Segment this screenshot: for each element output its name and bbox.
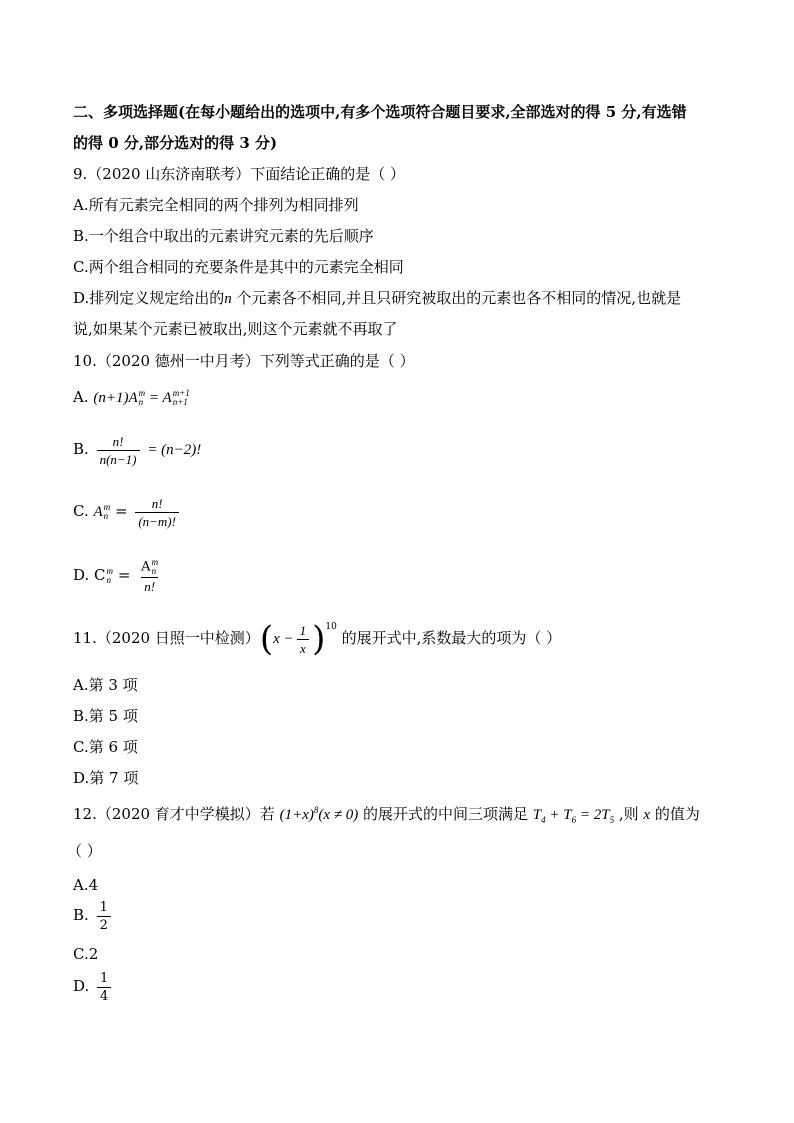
q11-power: 10 xyxy=(325,622,337,632)
q11-right-paren: ) xyxy=(312,619,326,659)
q12-eq-plus: + T xyxy=(545,807,572,823)
q10-option-c xyxy=(73,494,182,529)
q12-d-fraction xyxy=(97,971,111,1004)
q12-expr-sup: 8 xyxy=(313,805,319,815)
q12-eq-s3: 5 xyxy=(609,815,615,825)
q10-c-scripts xyxy=(104,503,111,521)
q11-option-c: C.第 6 项 xyxy=(73,738,138,756)
q10-c-fraction xyxy=(135,496,179,529)
q10-b-den: n(n−1) xyxy=(97,450,140,467)
q10-a-sub: n xyxy=(138,397,144,407)
q10-d-eq: = xyxy=(117,566,131,584)
q10-b-fraction xyxy=(97,434,140,467)
q12-option-a: A.4 xyxy=(73,876,99,894)
q12-b-fraction xyxy=(97,900,111,933)
q10-d-sup: m xyxy=(106,566,114,576)
q10-c-sub: n xyxy=(103,511,109,521)
q9-option-d-line2: 说,如果某个元素已被取出,则这个元素就不再取了 xyxy=(73,320,398,338)
q11-option-a: A.第 3 项 xyxy=(73,676,138,694)
q10-d-fraction xyxy=(138,558,161,594)
q11-frac-den: x xyxy=(297,639,309,656)
q9-d-var: n xyxy=(224,291,232,307)
q10-a-sup: m xyxy=(138,388,146,398)
q10-stem: 10.（2020 德州一中月考）下列等式正确的是（ ） xyxy=(73,352,415,370)
q9-option-d xyxy=(73,289,681,308)
q12-eq-s1: 4 xyxy=(541,815,546,825)
q10-a-label: A. xyxy=(73,388,89,406)
q12-option-d xyxy=(73,969,114,1004)
q10-c-sup: m xyxy=(103,502,111,512)
q10-d-num-sub: n xyxy=(151,566,157,576)
q12-d-label: D. xyxy=(73,977,90,995)
q11-fraction xyxy=(297,623,310,656)
q10-c-den: (n−m)! xyxy=(135,512,179,529)
q12-b-label: B. xyxy=(73,906,89,924)
q10-b-label: B. xyxy=(73,440,89,458)
q12-eq-t4: T xyxy=(532,807,542,823)
q10-b-num: n! xyxy=(112,433,124,449)
section-heading-line1: 二、多项选择题(在每小题给出的选项中,有多个选项符合题目要求,全部选对的得 5 分,有选错 xyxy=(73,103,687,121)
q11-stem-post: 的展开式中,系数最大的项为（ ） xyxy=(341,629,562,647)
q12-d-num: 1 xyxy=(100,970,109,986)
q10-d-scripts xyxy=(107,567,114,585)
q9-option-b: B.一个组合中取出的元素讲究元素的先后顺序 xyxy=(73,227,374,245)
q10-c-lhs: A xyxy=(93,504,103,520)
q11-option-d: D.第 7 项 xyxy=(73,769,139,787)
q10-d-num-scripts xyxy=(152,558,159,576)
q10-d-label: D. xyxy=(73,566,90,584)
q11-left-paren: ( xyxy=(259,619,274,659)
q12-expr: (1+x) xyxy=(279,807,314,823)
q10-c-num: n! xyxy=(151,495,163,511)
q11-x: x − xyxy=(273,631,294,647)
q12-option-b xyxy=(73,898,114,933)
q9-stem: 9.（2020 山东济南联考）下面结论正确的是（ ） xyxy=(73,165,406,183)
q10-c-eq: = xyxy=(114,502,128,520)
q12-eq-s2: 6 xyxy=(571,815,577,825)
q12-option-c: C.2 xyxy=(73,945,99,963)
q10-option-d xyxy=(73,558,164,594)
q10-a-rsup: m+1 xyxy=(172,388,190,398)
q12-b-den: 2 xyxy=(97,916,111,933)
q10-c-label: C. xyxy=(73,502,89,520)
q11-stem xyxy=(73,618,561,659)
q12-mid: 的展开式的中间三项满足 xyxy=(358,805,533,823)
q9-d-post: 个元素各不相同,并且只研究被取出的元素也各不相同的情况,也就是 xyxy=(231,289,682,307)
q10-d-num xyxy=(138,558,161,577)
q10-a-eq: = A xyxy=(145,390,172,406)
q12-stem-line2: （ ） xyxy=(67,842,102,860)
q9-d-pre: D.排列定义规定给出的 xyxy=(73,289,225,307)
q10-d-num-base: A xyxy=(141,559,151,575)
q12-xvar: x xyxy=(643,807,651,823)
section-heading-line2: 的得 0 分,部分选对的得 3 分) xyxy=(73,134,278,152)
q12-tail2: 的值为 xyxy=(650,805,700,823)
q11-frac-num: 1 xyxy=(299,622,307,638)
q10-d-den: n! xyxy=(141,577,158,594)
q12-stem xyxy=(73,805,700,824)
q10-option-b xyxy=(73,432,201,467)
q10-b-rhs: = (n−2)! xyxy=(147,442,202,458)
q10-a-rsub: n+1 xyxy=(172,397,188,407)
q9-option-c: C.两个组合相同的充要条件是其中的元素完全相同 xyxy=(73,258,404,276)
q10-d-sub: n xyxy=(106,575,112,585)
q12-tail: ,则 xyxy=(614,805,644,823)
q10-d-num-sup: m xyxy=(151,557,159,567)
q11-stem-pre: 11.（2020 日照一中检测） xyxy=(73,629,260,647)
q11-option-b: B.第 5 项 xyxy=(73,707,138,725)
q10-a-lhs: (n+1)A xyxy=(93,390,138,406)
q12-cond: (x ≠ 0) xyxy=(318,807,359,823)
q9-option-a: A.所有元素完全相同的两个排列为相同排列 xyxy=(73,196,359,214)
q12-stem-pre: 12.（2020 育才中学模拟）若 xyxy=(73,805,280,823)
q12-d-den: 4 xyxy=(97,987,111,1004)
q12-b-num: 1 xyxy=(99,899,108,915)
q12-eq-eq: = 2T xyxy=(576,807,610,823)
q10-option-a xyxy=(73,388,190,407)
q10-a-rscripts xyxy=(173,389,190,407)
q10-d-lhs: C xyxy=(94,566,106,584)
